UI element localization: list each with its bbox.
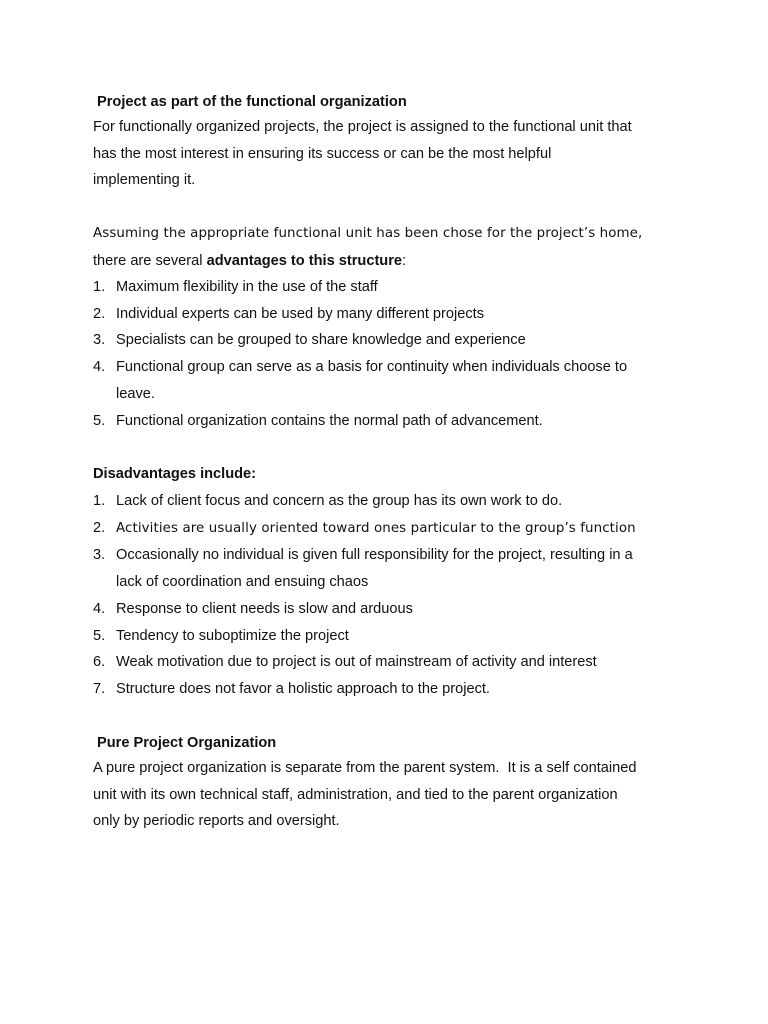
advantages-list xyxy=(93,274,693,434)
list-item xyxy=(93,515,693,543)
pure-line: only by periodic reports and oversight. xyxy=(93,813,340,830)
list-item xyxy=(93,676,693,703)
list-item xyxy=(93,274,693,301)
assuming-line: Assuming the appropriate functional unit has been chose for the project’s home, xyxy=(93,226,643,241)
list-item xyxy=(93,354,693,407)
list-number: 2. xyxy=(93,305,106,322)
list-text: Occasionally no individual is given full responsibility for the project, resulting in a xyxy=(116,547,633,564)
intro-line: For functionally organized projects, the project is assigned to the functional unit that xyxy=(93,119,632,135)
list-number: 1. xyxy=(93,493,106,509)
section-heading-functional: Project as part of the functional organization xyxy=(97,94,407,110)
disadvantages-heading: Disadvantages include: xyxy=(93,466,257,482)
list-text: Tendency to suboptimize the project xyxy=(116,627,349,644)
list-item xyxy=(93,649,693,676)
list-text: Functional group can serve as a basis for continuity when individuals choose to xyxy=(116,359,628,376)
advantages-lead xyxy=(93,248,693,275)
list-number: 5. xyxy=(93,627,106,644)
list-number: 3. xyxy=(93,547,106,564)
list-text: Specialists can be grouped to share knowledge and experience xyxy=(116,332,526,349)
pure-line: A pure project organization is separate from the parent system. It is a self contained xyxy=(93,760,637,776)
list-number: 2. xyxy=(93,519,106,536)
pure-line: unit with its own technical staff, administration, and tied to the parent organization xyxy=(93,786,618,803)
advantages-suffix: : xyxy=(402,252,407,269)
list-item xyxy=(93,542,693,595)
list-text: Maximum flexibility in the use of the staff xyxy=(116,279,378,295)
list-item xyxy=(93,301,693,328)
advantages-prefix: there are several xyxy=(93,252,207,269)
list-number: 5. xyxy=(93,412,106,429)
intro-paragraph xyxy=(93,114,693,194)
list-text: Structure does not favor a holistic approach to the project. xyxy=(116,680,490,697)
advantages-bold: advantages to this structure xyxy=(206,252,403,269)
list-item xyxy=(93,596,693,623)
intro-line: has the most interest in ensuring its success or can be the most helpful xyxy=(93,145,552,162)
list-number: 3. xyxy=(93,332,106,349)
list-text: Response to client needs is slow and arduous xyxy=(116,600,413,617)
list-number: 7. xyxy=(93,680,106,697)
list-text: Individual experts can be used by many different projects xyxy=(116,305,485,322)
list-item xyxy=(93,488,693,515)
list-number: 4. xyxy=(93,359,106,376)
list-number: 1. xyxy=(93,279,106,295)
list-text-continued: leave. xyxy=(116,385,155,402)
list-item xyxy=(93,623,693,650)
section-heading-pure: Pure Project Organization xyxy=(97,735,277,751)
list-number: 6. xyxy=(93,654,106,671)
list-text: Activities are usually oriented toward ones particular to the group’s function xyxy=(116,520,636,536)
list-item xyxy=(93,408,693,435)
list-text: Weak motivation due to project is out of mainstream of activity and interest xyxy=(116,654,597,671)
list-text: Lack of client focus and concern as the group has its own work to do. xyxy=(116,493,563,509)
list-number: 4. xyxy=(93,600,106,617)
advantages-intro xyxy=(93,221,693,274)
disadvantages-list xyxy=(93,488,693,703)
list-text-continued: lack of coordination and ensuing chaos xyxy=(116,574,369,591)
list-item xyxy=(93,327,693,354)
pure-paragraph xyxy=(93,755,693,835)
intro-line: implementing it. xyxy=(93,172,196,189)
list-text: Functional organization contains the normal path of advancement. xyxy=(116,412,543,429)
